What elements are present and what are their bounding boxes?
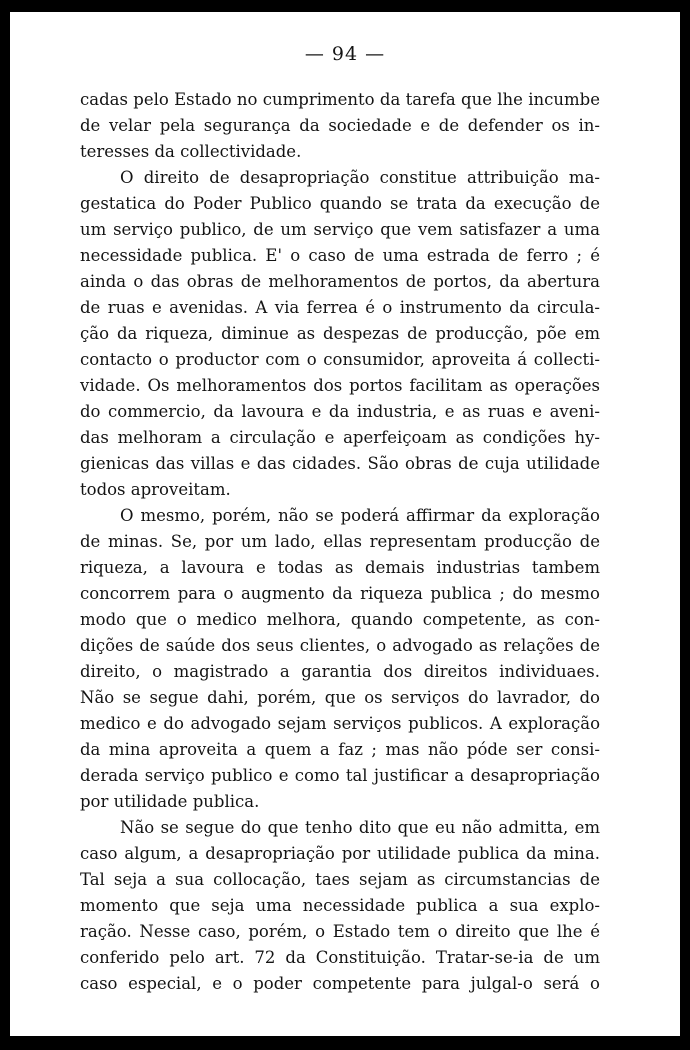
text-line: de ruas e avenidas. A via ferrea é o instrumento da circula-: [80, 298, 600, 317]
text-line: modo que o medico melhora, quando competente, as con-: [80, 610, 600, 629]
text-line: riqueza, a lavoura e todas as demais industrias tambem: [80, 558, 600, 577]
text-line: direito, o magistrado a garantia dos direitos individuaes.: [80, 662, 600, 681]
text-line: momento que seja uma necessidade publica a sua explo-: [80, 896, 600, 915]
text-line: medico e do advogado sejam serviços publicos. A exploração: [80, 714, 600, 733]
text-line: O direito de desapropriação constitue attribuição ma-: [120, 168, 600, 187]
text-line: vidade. Os melhoramentos dos portos facilitam as operações: [80, 376, 600, 395]
text-line: contacto o productor com o consumidor, aproveita á collecti-: [80, 350, 600, 369]
text-line: ção da riqueza, diminue as despezas de producção, põe em: [80, 324, 600, 343]
text-line: ainda o das obras de melhoramentos de portos, da abertura: [80, 272, 600, 291]
text-line: concorrem para o augmento da riqueza publica ; do mesmo: [80, 584, 600, 603]
body-text: [80, 87, 600, 997]
text-line: caso especial, e o poder competente para julgal-o será o: [80, 974, 600, 993]
text-line: conferido pelo art. 72 da Constituição. Tratar-se-ia de um: [80, 948, 600, 967]
text-line: das melhoram a circulação e aperfeiçoam as condições hy-: [80, 428, 600, 447]
text-line: gienicas das villas e das cidades. São obras de cuja utilidade: [80, 454, 600, 473]
text-line: teresses da collectividade.: [80, 142, 302, 161]
text-line: caso algum, a desapropriação por utilidade publica da mina.: [80, 844, 600, 863]
text-line: do commercio, da lavoura e da industria, e as ruas e aveni-: [80, 402, 600, 421]
text-line: Não se segue dahi, porém, que os serviços do lavrador, do: [80, 688, 600, 707]
text-line: de velar pela segurança da sociedade e de defender os in-: [80, 116, 600, 135]
text-line: Não se segue do que tenho dito que eu não admitta, em: [120, 818, 600, 837]
text-line: gestatica do Poder Publico quando se trata da execução de: [80, 194, 600, 213]
text-line: Tal seja a sua collocação, taes sejam as circumstancias de: [80, 870, 600, 889]
text-line: da mina aproveita a quem a faz ; mas não póde ser consi-: [80, 740, 600, 759]
text-line: derada serviço publico e como tal justificar a desapropriação: [80, 766, 600, 785]
text-line: todos aproveitam.: [80, 480, 231, 499]
text-line: cadas pelo Estado no cumprimento da tarefa que lhe incumbe: [80, 90, 600, 109]
book-page: [10, 12, 680, 1036]
text-line: O mesmo, porém, não se poderá affirmar da exploração: [120, 506, 600, 525]
text-line: dições de saúde dos seus clientes, o advogado as relações de: [80, 636, 600, 655]
page-number: — 94 —: [304, 43, 386, 65]
text-line: ração. Nesse caso, porém, o Estado tem o direito que lhe é: [80, 922, 600, 941]
text-line: um serviço publico, de um serviço que vem satisfazer a uma: [80, 220, 600, 239]
text-line: de minas. Se, por um lado, ellas representam producção de: [80, 532, 600, 551]
text-line: por utilidade publica.: [80, 792, 260, 811]
text-line: necessidade publica. E' o caso de uma estrada de ferro ; é: [80, 246, 600, 265]
